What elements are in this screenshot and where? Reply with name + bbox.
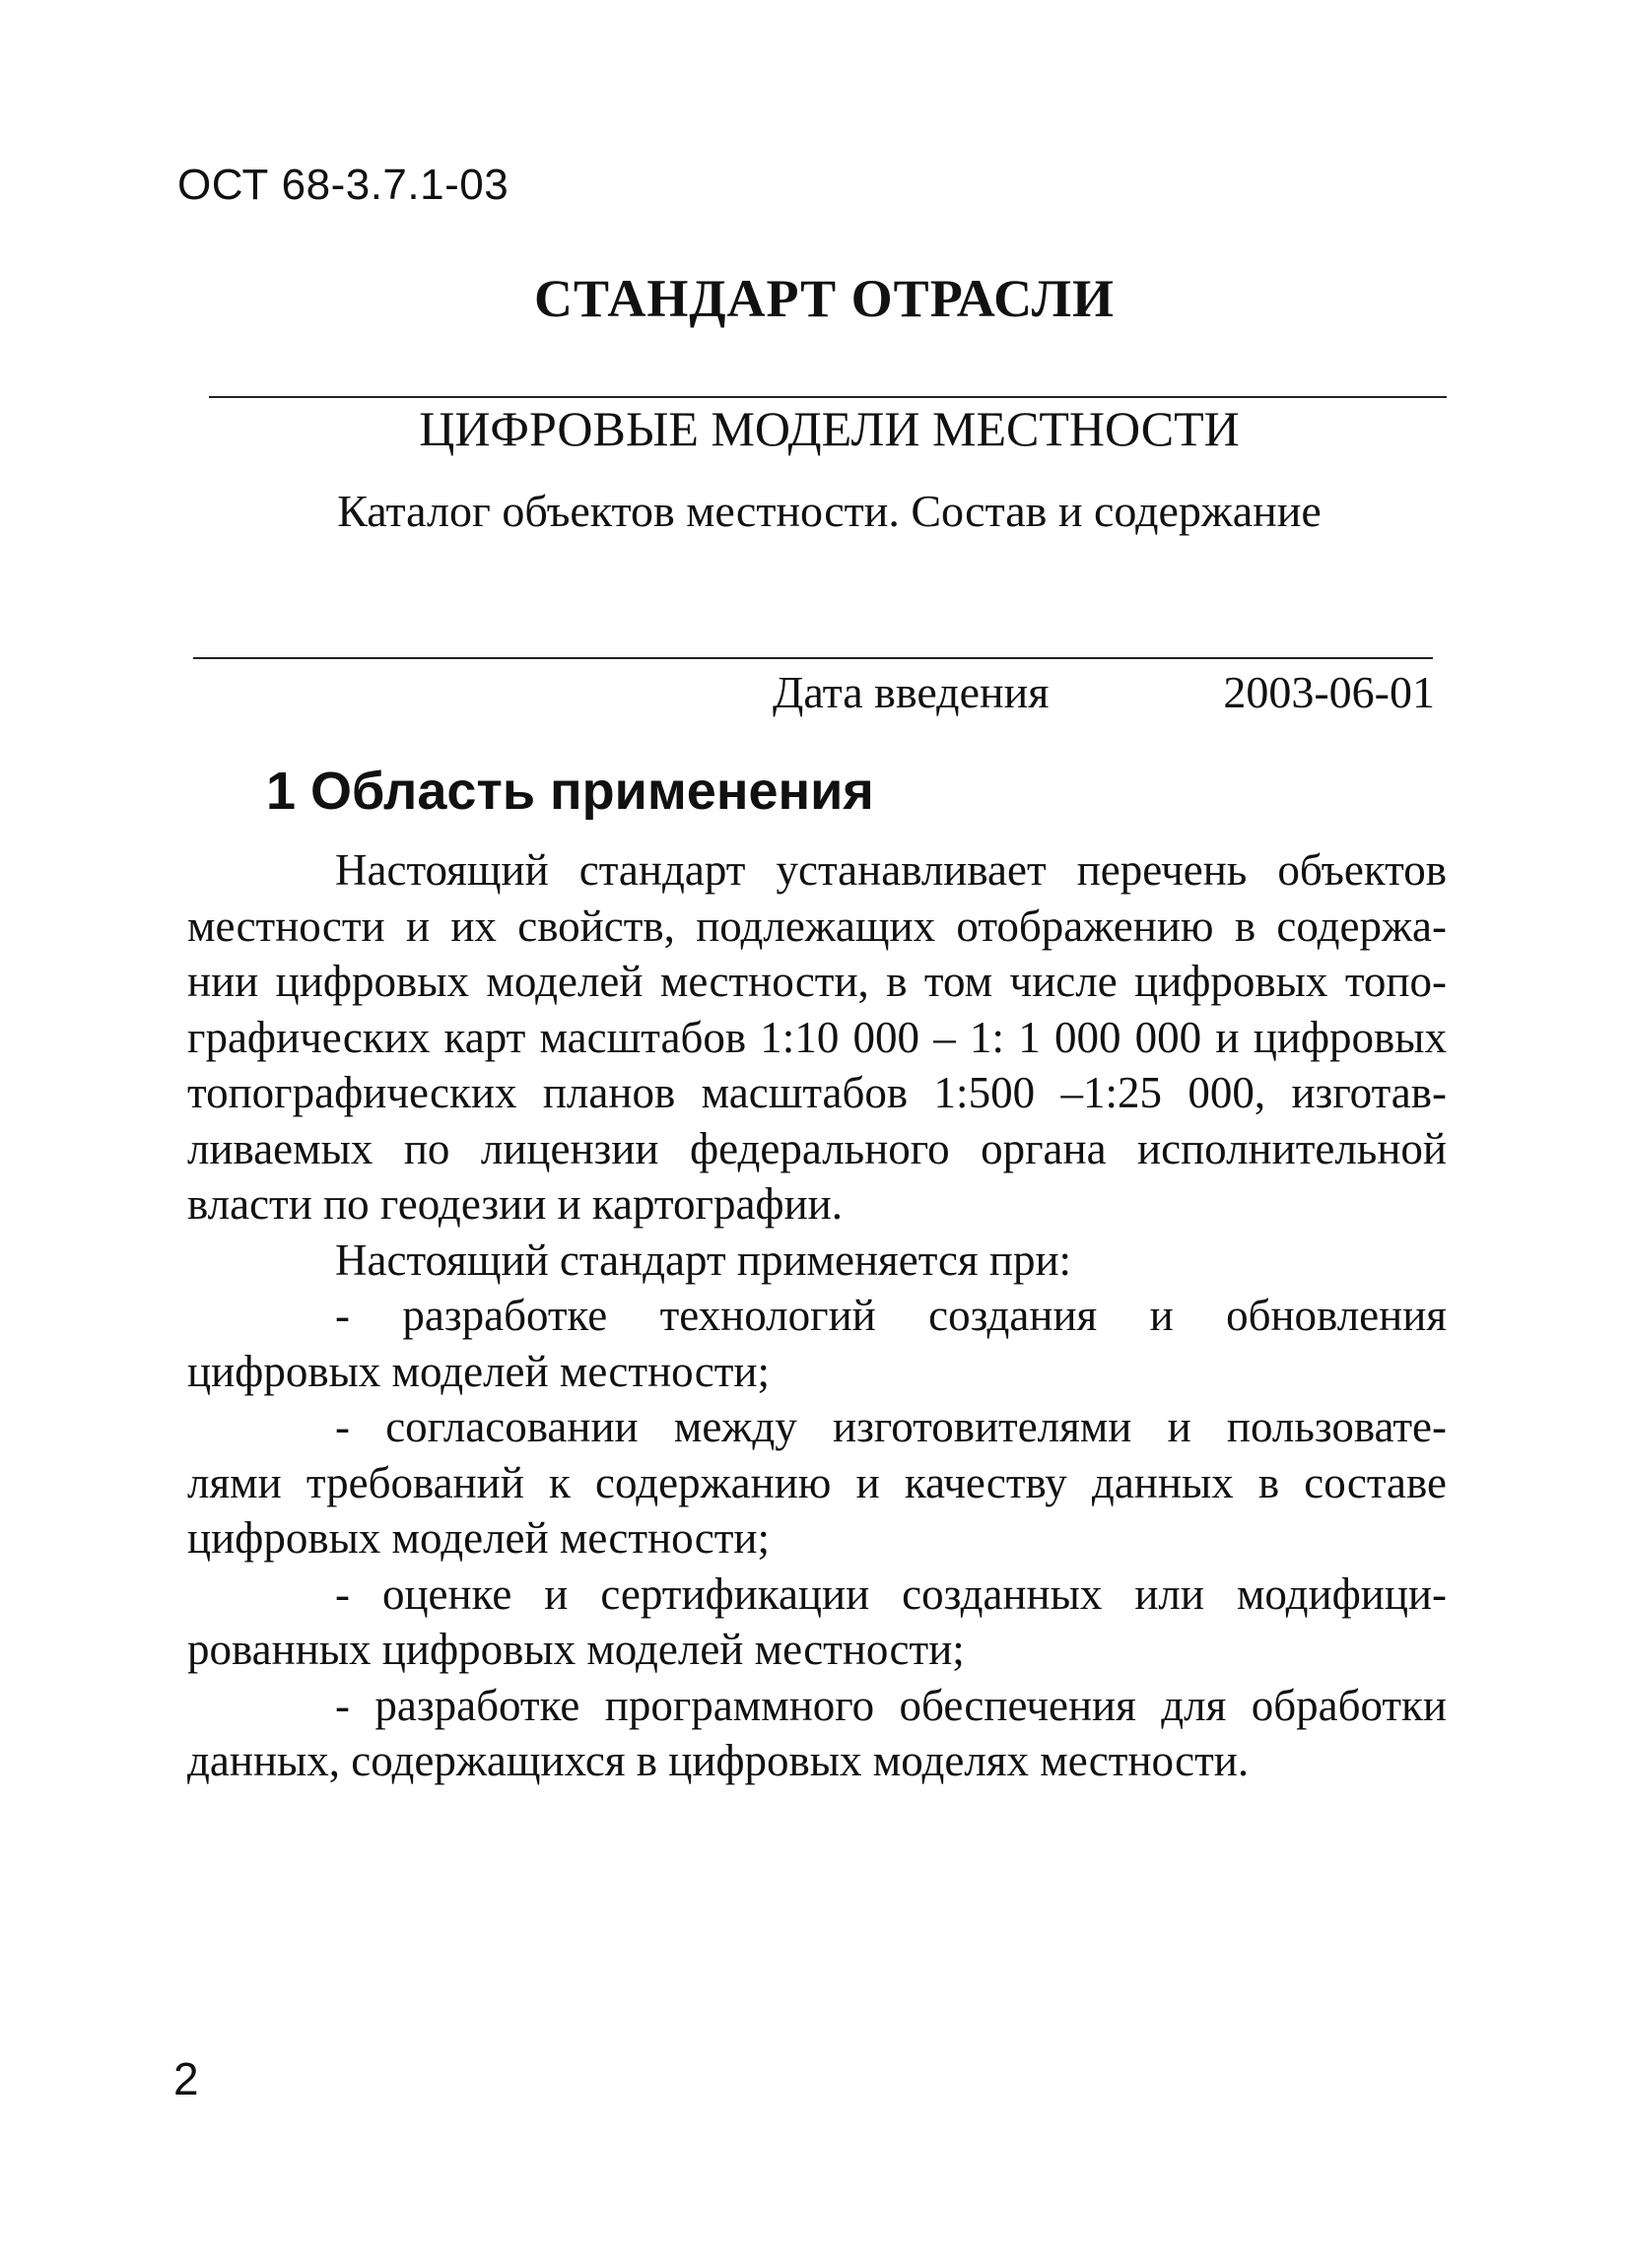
body-line: нии цифровых моделей местности, в том числе цифровых топо- [187,957,1447,1006]
document-subtitle: Каталог объектов местности. Состав и содержание [337,486,1322,536]
date-value: 2003-06-01 [1223,667,1435,717]
list-item-line: - разработке технологий создания и обновления [335,1291,1447,1340]
body-line: Настоящий стандарт устанавливает перечень объектов [335,845,1447,895]
standard-title: СТАНДАРТ ОТРАСЛИ [534,269,1115,328]
section-body [187,842,1447,1789]
date-label: Дата введения [773,667,1050,717]
list-item-line: данных, содержащихся в цифровых моделях местности. [187,1736,1250,1785]
page-number: 2 [173,2053,199,2104]
document-subject: ЦИФРОВЫЕ МОДЕЛИ МЕСТНОСТИ [419,401,1240,456]
list-item-line: - согласовании между изготовителями и пользовате- [335,1402,1447,1451]
body-line: топографических планов масштабов 1:500 –1:25 000, изготав- [187,1068,1447,1117]
list-item-line: - оценке и сертификации созданных или модифици- [335,1568,1447,1619]
divider-bottom [193,657,1433,659]
body-line: местности и их свойств, подлежащих отображению в содержа- [187,901,1447,951]
body-line: власти по геодезии и картографии. [187,1179,844,1229]
body-line: ливаемых по лицензии федерального органа исполнительной [187,1123,1447,1173]
divider-top [209,396,1447,398]
section-heading: 1 Область применения [266,762,874,821]
body-line: Настоящий стандарт применяется при: [335,1234,1072,1285]
list-item-line: лями требований к содержанию и качеству данных в составе [187,1457,1447,1507]
list-item-line: - разработке программного обеспечения для обработки [335,1680,1447,1730]
introduction-date [773,666,1435,718]
document-code: ОСТ 68-3.7.1-03 [177,161,509,209]
list-item-line: цифровых моделей местности; [187,1513,770,1563]
body-line: графических карт масштабов 1:10 000 – 1: 1 000 000 и цифровых [187,1012,1447,1062]
list-item-line: цифровых моделей местности; [187,1346,770,1396]
list-item-line: рованных цифровых моделей местности; [187,1625,965,1674]
